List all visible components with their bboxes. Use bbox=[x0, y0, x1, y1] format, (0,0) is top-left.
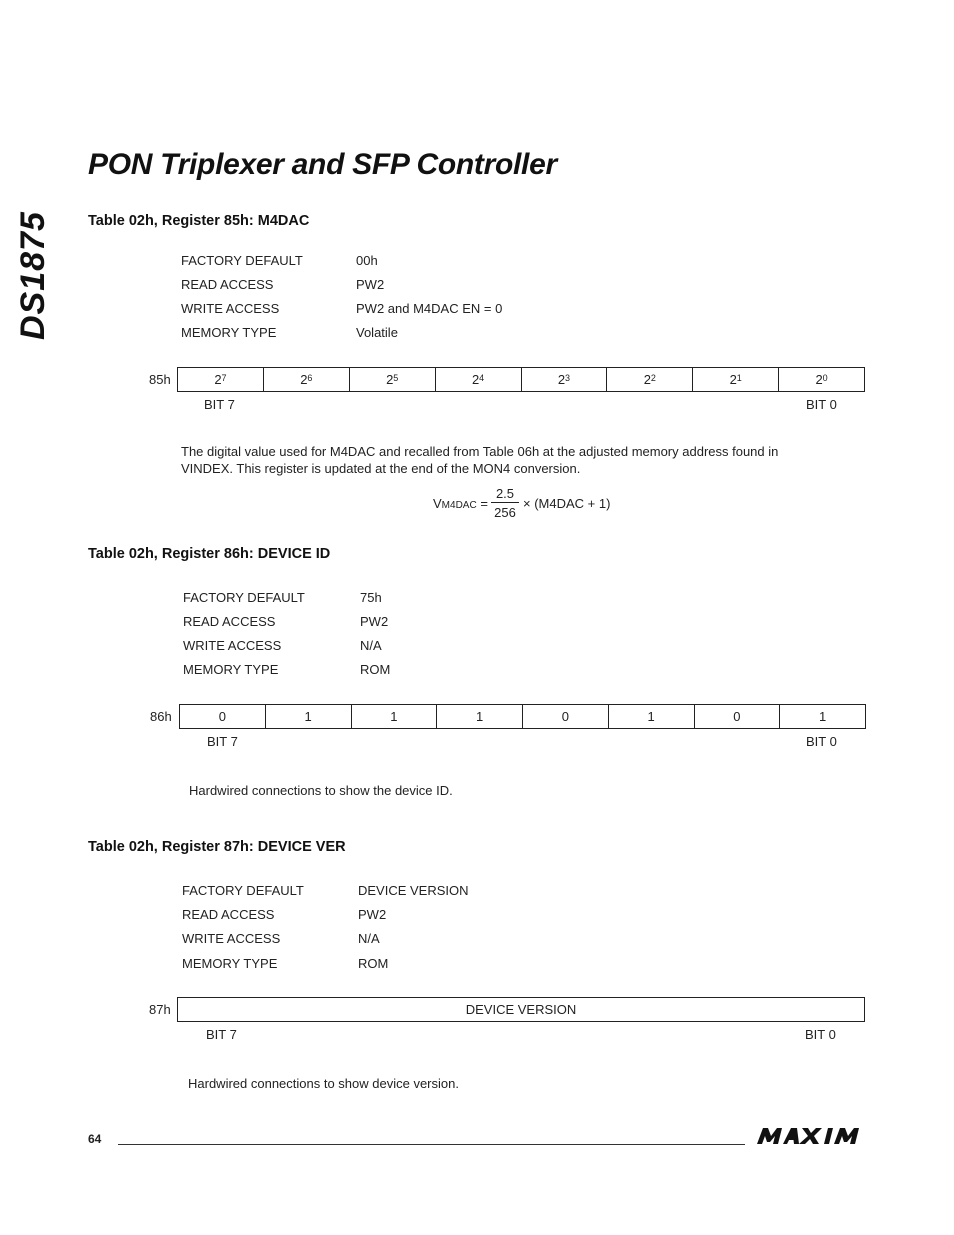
property-key: MEMORY TYPE bbox=[183, 662, 279, 677]
property-value: N/A bbox=[358, 931, 380, 946]
bit-cell: 2 $^5$ bbox=[350, 368, 436, 391]
property-key: READ ACCESS bbox=[181, 277, 274, 292]
bit-cell: 2 $^4$ bbox=[436, 368, 522, 391]
bit-7-label: BIT 7 bbox=[204, 397, 235, 412]
property-value: PW2 bbox=[356, 277, 385, 292]
property-key: MEMORY TYPE bbox=[181, 325, 277, 340]
register-description-85h: The digital value used for M4DAC and recalled from Table 06h at the adjusted memory address found in VINDEX. This register is updated at the end of the MON4 conversion. bbox=[181, 444, 779, 476]
bit-cell: 2 $^6$ bbox=[264, 368, 350, 391]
bit-0-label: BIT 0 bbox=[806, 397, 837, 412]
bit-7-label: BIT 7 bbox=[207, 734, 238, 749]
bit-cell: 2 $^1$ bbox=[693, 368, 779, 391]
section-heading-86h: Table 02h, Register 86h: DEVICE ID bbox=[88, 546, 331, 562]
property-value: PW2 and M4DAC EN = 0 bbox=[356, 301, 503, 316]
property-key: FACTORY DEFAULT bbox=[181, 253, 303, 268]
register-address-86h: 86h bbox=[150, 709, 172, 724]
property-key: READ ACCESS bbox=[183, 614, 276, 629]
register-description-86h: Hardwired connections to show the device ID. bbox=[189, 783, 453, 798]
property-value: PW2 bbox=[360, 614, 389, 629]
register-field-87h bbox=[177, 997, 865, 1022]
property-value: ROM bbox=[358, 956, 389, 971]
property-value: Volatile bbox=[356, 325, 398, 340]
bit-7-label: BIT 7 bbox=[206, 1027, 237, 1042]
bit-cell: 2 $^7$ bbox=[178, 368, 264, 391]
property-value: 75h bbox=[360, 590, 382, 605]
bit-cell: 0 bbox=[180, 705, 266, 728]
bit-cell: 1 bbox=[437, 705, 523, 728]
bit-cell: 1 bbox=[266, 705, 352, 728]
device-version-field: DEVICE VERSION bbox=[465, 1002, 577, 1017]
bit-cell: 0 bbox=[695, 705, 781, 728]
property-value: ROM bbox=[360, 662, 391, 677]
register-bits-85h bbox=[177, 367, 865, 392]
register-description-87h: Hardwired connections to show device version. bbox=[188, 1076, 459, 1091]
register-address-87h: 87h bbox=[149, 1002, 171, 1017]
property-value: N/A bbox=[360, 638, 382, 653]
page-number: 64 bbox=[88, 1132, 102, 1146]
m4dac-formula: VM4DAC = $\frac{2.5}{256}$ × (M4DAC + 1) bbox=[433, 486, 611, 520]
side-part-number: DS1875 bbox=[14, 211, 52, 340]
bit-cell: 2 $^3$ bbox=[522, 368, 608, 391]
property-key: WRITE ACCESS bbox=[182, 931, 281, 946]
property-key: MEMORY TYPE bbox=[182, 956, 278, 971]
bit-cell: 2 $^2$ bbox=[607, 368, 693, 391]
property-key: READ ACCESS bbox=[182, 907, 275, 922]
maxim-logo bbox=[755, 1126, 865, 1146]
document-title: PON Triplexer and SFP Controller bbox=[88, 148, 557, 181]
register-bits-86h bbox=[179, 704, 866, 729]
bit-0-label: BIT 0 bbox=[805, 1027, 836, 1042]
property-value: PW2 bbox=[358, 907, 387, 922]
property-value: DEVICE VERSION bbox=[358, 883, 469, 898]
register-address-85h: 85h bbox=[149, 372, 171, 387]
bit-cell: 2 $^0$ bbox=[815, 372, 828, 387]
bit-0-label: BIT 0 bbox=[806, 734, 837, 749]
section-heading-85h: Table 02h, Register 85h: M4DAC bbox=[88, 213, 310, 229]
bit-cell: 1 bbox=[819, 709, 827, 724]
property-key: FACTORY DEFAULT bbox=[182, 883, 304, 898]
footer-rule bbox=[118, 1144, 745, 1145]
bit-cell: 1 bbox=[352, 705, 438, 728]
section-heading-87h: Table 02h, Register 87h: DEVICE VER bbox=[88, 839, 346, 855]
bit-cell: 0 bbox=[523, 705, 609, 728]
bit-cell: 1 bbox=[609, 705, 695, 728]
property-value: 00h bbox=[356, 253, 378, 268]
property-key: WRITE ACCESS bbox=[183, 638, 282, 653]
property-key: FACTORY DEFAULT bbox=[183, 590, 305, 605]
property-key: WRITE ACCESS bbox=[181, 301, 280, 316]
